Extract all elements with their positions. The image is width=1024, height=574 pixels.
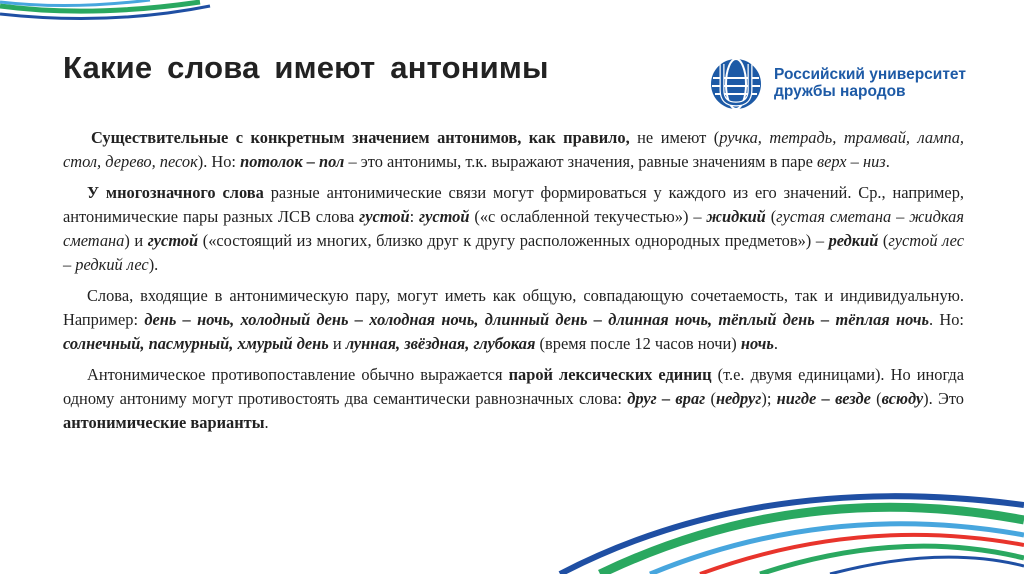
paragraph-2: У многозначного слова разные антонимические связи могут формироваться у каждого из его значений. Ср., например, антонимические пары разных ЛСВ слова густой: густой («с ослабленной текучестью») – жидкий (густая сметана – жидкая сметана) и густой («состоящий из многих, близко друг к другу расположенных однородных предметов») – редкий (густой лес – редкий лес). [63, 183, 965, 274]
globe-logo-icon [708, 56, 764, 112]
paragraph-1: Существительные с конкретным значением антонимов, как правило, не имеют (ручка, тетрадь, трамвай, лампа, стол, дерево, песок). Но: потолок – пол – это антонимы, т.к. выражают значения, равные значениям в паре верх – низ. [63, 128, 964, 171]
paragraph-4: Антонимическое противопоставление обычно выражается парой лексических единиц (т.е. двумя единицами). Но иногда одному антониму могут противостоять два семантически равнозначных слова: друг – враг (недруг); нигде – везде (всюду). Это антонимические варианты. [63, 365, 964, 432]
slide-title: Какие слова имеют антонимы [63, 50, 549, 85]
university-logo [708, 56, 998, 112]
paragraph-3: Слова, входящие в антонимическую пару, могут иметь как общую, совпадающую сочетаемость, так и индивидуальную. Например: день – ночь, холодный день – холодная ночь, длинный день – длинная ночь, тёплый день – тёплая ночь. Но: солнечный, пасмурный, хмурый день и лунная, звёздная, глубокая (время после 12 часов ночи) ночь. [63, 286, 964, 353]
logo-line-2: дружбы народов [774, 83, 906, 100]
slide-body [63, 126, 964, 442]
logo-line-1: Российский университет [774, 66, 966, 83]
